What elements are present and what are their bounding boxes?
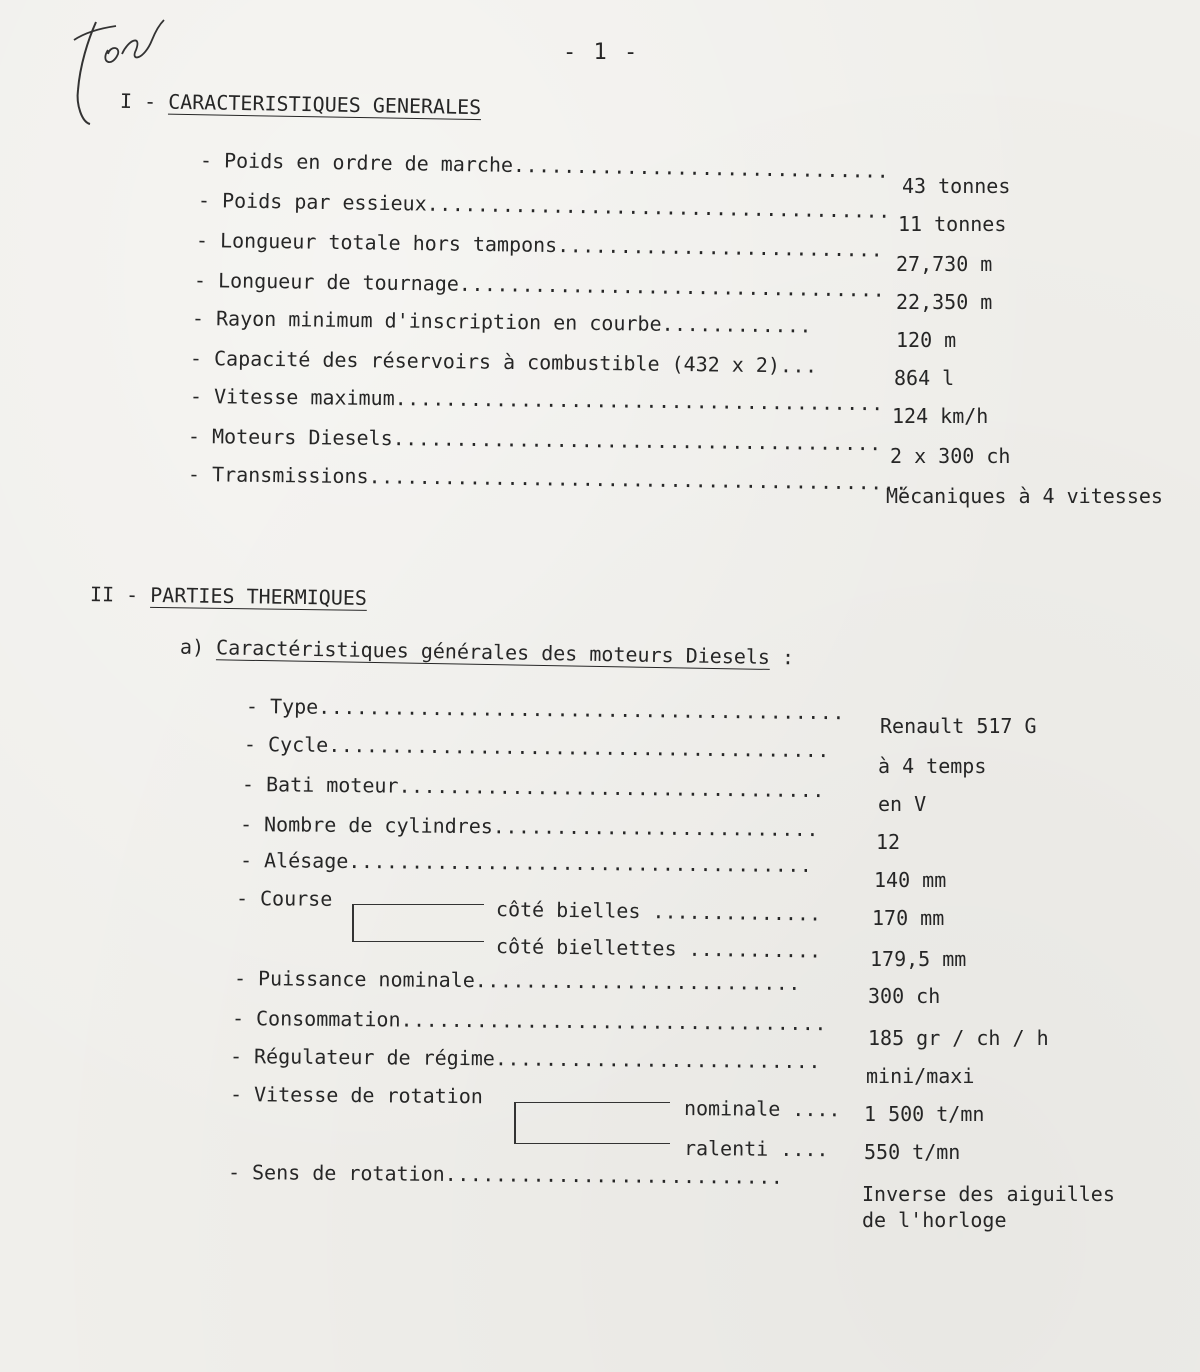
spec-row-vitesse-rotation xyxy=(230,1082,483,1108)
spec-value: 12 xyxy=(876,830,901,854)
spec-row xyxy=(244,732,830,762)
course-sub-row-1 xyxy=(496,897,821,926)
section-2-title: PARTIES THERMIQUES xyxy=(150,582,368,610)
spec-value: 11 tonnes xyxy=(898,212,1007,236)
spec-label: - Moteurs Diesels xyxy=(187,424,393,451)
section-1-numeral: I - xyxy=(119,88,169,114)
rotation-sub-value-2: 550 t/mn xyxy=(864,1140,961,1164)
spec-label: - Rayon minimum d'inscription en courbe xyxy=(191,306,662,336)
spec-value: Renault 517 G xyxy=(880,714,1037,738)
spec-row xyxy=(246,694,845,724)
spec-value: 864 l xyxy=(894,366,955,390)
subsection-a-prefix: a) xyxy=(179,634,217,660)
spec-label: - Course xyxy=(235,886,333,911)
leader-dots: .......................... xyxy=(474,968,801,995)
leader-dots: .............................. xyxy=(512,152,890,183)
sens-value-line-2: de l'horloge xyxy=(862,1208,1007,1232)
spec-value: 22,350 m xyxy=(896,290,993,314)
spec-row xyxy=(190,346,818,378)
leader-dots: .................................. xyxy=(458,271,886,302)
sub-label: côté bielles xyxy=(495,897,641,924)
leader-dots: ........................................ xyxy=(328,732,831,763)
leader-dots: .......................................... xyxy=(318,694,846,725)
sub-dots: .............. xyxy=(640,899,822,926)
leader-dots: .......................... xyxy=(494,1046,822,1074)
spec-value: 185 gr / ch / h xyxy=(868,1026,1049,1050)
leader-dots: .......................... xyxy=(492,814,820,842)
spec-value: mini/maxi xyxy=(866,1064,975,1088)
spec-row xyxy=(234,966,801,995)
leader-dots: ....................................... xyxy=(394,386,884,416)
sub-label: côté biellettes xyxy=(495,934,677,961)
spec-label: - Capacité des réservoirs à combustible (432 x 2) xyxy=(189,346,781,378)
leader-dots: .................................. xyxy=(400,1007,828,1036)
spec-value: à 4 temps xyxy=(878,754,987,778)
spec-row xyxy=(198,188,891,223)
leader-dots: ..................................... xyxy=(426,191,891,223)
leader-dots: ....................................... xyxy=(392,426,882,456)
spec-label: - Consommation xyxy=(231,1006,401,1032)
leader-dots: ... xyxy=(779,353,818,378)
leader-dots: ........................................... xyxy=(368,464,908,495)
spec-label: - Alésage xyxy=(239,848,349,873)
spec-label: - Puissance nominale xyxy=(233,966,475,993)
spec-row xyxy=(230,1044,821,1073)
spec-row xyxy=(232,1006,827,1035)
spec-label: - Longueur totale hors tampons xyxy=(195,228,558,258)
spec-value: 43 tonnes xyxy=(902,174,1011,198)
leader-dots: ..................................... xyxy=(348,848,813,877)
section-2-heading xyxy=(90,582,367,610)
spec-value: 124 km/h xyxy=(892,404,989,428)
spec-row xyxy=(194,268,886,302)
sub-dots: .... xyxy=(768,1136,829,1162)
spec-row-course xyxy=(236,886,333,911)
spec-row xyxy=(188,462,908,495)
subsection-a-suffix: : xyxy=(769,644,795,670)
spec-label: - Poids par essieux xyxy=(197,188,427,216)
spec-label: - Poids en ordre de marche xyxy=(199,148,514,177)
spec-row xyxy=(190,384,884,415)
sub-dots: ........... xyxy=(676,936,822,963)
spec-label: - Longueur de tournage xyxy=(193,268,460,296)
rotation-sub-value-1: 1 500 t/mn xyxy=(864,1102,985,1126)
spec-label: - Sens de rotation xyxy=(227,1160,445,1186)
spec-row-sens-rotation xyxy=(228,1160,784,1189)
rotation-sub-row-1 xyxy=(684,1096,841,1121)
course-bracket xyxy=(352,904,484,942)
sub-label: nominale xyxy=(683,1096,781,1121)
course-sub-value-2: 179,5 mm xyxy=(870,947,967,971)
leader-dots: ............ xyxy=(661,311,813,338)
spec-row xyxy=(196,228,884,262)
spec-label: - Régulateur de régime xyxy=(229,1044,496,1071)
leader-dots: .......................... xyxy=(557,233,884,262)
sub-dots: .... xyxy=(780,1096,841,1122)
sub-label: ralenti xyxy=(683,1136,769,1161)
spec-row xyxy=(188,424,882,455)
spec-label: - Cycle xyxy=(243,732,329,757)
page-number: - 1 - xyxy=(563,40,640,65)
rotation-bracket xyxy=(514,1102,670,1144)
spec-row xyxy=(240,848,813,877)
spec-value: 140 mm xyxy=(874,868,947,892)
sens-value-line-1: Inverse des aiguilles xyxy=(862,1182,1115,1206)
spec-row xyxy=(192,306,812,338)
spec-label: - Bati moteur xyxy=(241,772,399,798)
spec-label: - Vitesse maximum xyxy=(189,384,395,411)
leader-dots: .................................. xyxy=(398,773,826,803)
spec-value: en V xyxy=(878,792,927,816)
spec-value: 27,730 m xyxy=(896,252,993,276)
course-sub-row-2 xyxy=(496,934,821,963)
spec-value: Mécaniques à 4 vitesses xyxy=(886,484,1163,508)
subsection-a-title: Caractéristiques générales des moteurs Diesels xyxy=(215,635,771,669)
rotation-sub-row-2 xyxy=(684,1136,829,1161)
spec-label: - Nombre de cylindres xyxy=(239,812,493,839)
subsection-a-heading xyxy=(180,635,794,670)
spec-value: 300 ch xyxy=(868,984,941,1008)
leader-dots: ........................... xyxy=(444,1161,784,1189)
section-1-heading xyxy=(120,89,482,119)
spec-row xyxy=(242,772,825,802)
section-2-numeral: II - xyxy=(89,582,151,607)
spec-label: - Transmissions xyxy=(187,462,369,489)
spec-value: 2 x 300 ch xyxy=(890,444,1011,468)
course-sub-value-1: 170 mm xyxy=(872,906,945,930)
spec-row xyxy=(200,148,890,183)
spec-value: 120 m xyxy=(896,328,957,352)
spec-label: - Vitesse de rotation xyxy=(229,1082,483,1109)
section-1-title: CARACTERISTIQUES GENERALES xyxy=(167,89,482,120)
spec-row xyxy=(240,812,819,841)
spec-label: - Type xyxy=(245,694,319,719)
